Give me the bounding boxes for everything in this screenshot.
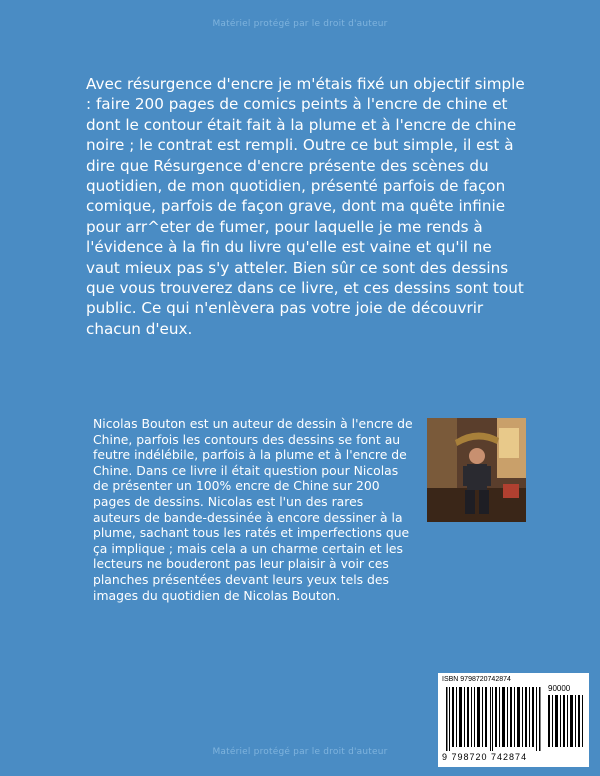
copyright-notice-bottom: Matériel protégé par le droit d'auteur bbox=[212, 747, 388, 757]
barcode-bars bbox=[446, 687, 542, 751]
price-barcode-bars bbox=[548, 695, 584, 747]
isbn-label: ISBN 9798720742874 bbox=[442, 676, 511, 683]
back-cover-blurb: Avec résurgence d'encre je m'étais fixé un objectif simple : faire 200 pages de comics peints à l'encre de chine et dont le contour était fait à la plume et à l'encre de chine noire ; le contrat est rempli. Outre ce but simple, il est à dire que Résurgence d'encre présente des scènes du quotidien, de mon quotidien, présenté parfois de façon comique, parfois de façon grave, dont ma quête infinie pour arr^eter de fumer, pour laquelle je me rends à l'évidence à la fin du livre qu'elle est vaine et qu'il ne vaut mieux pas s'y atteler. Bien sûr ce sont des dessins que vous trouverez dans ce livre, et ces dessins sont tout public. Ce qui n'enlèvera pas votre joie de découvrir chacun d'eux. bbox=[86, 75, 525, 338]
author-photo bbox=[427, 418, 526, 522]
price-code: 90000 bbox=[548, 684, 571, 693]
copyright-notice-top: Matériel protégé par le droit d'auteur bbox=[212, 19, 388, 29]
barcode-digits: 9 798720 742874 bbox=[442, 752, 528, 762]
author-bio: Nicolas Bouton est un auteur de dessin à l'encre de Chine, parfois les contours des dessins se font au feutre indélébile, parfois à la plume et à l'encre de Chine. Dans ce livre il était question pour Nicolas de présenter un 100% encre de Chine sur 200 pages de dessins. Nicolas est l'un des rares auteurs de bande-dessinée à encore dessiner à la plume, sachant tous les ratés et imperfections que ça implique ; mais cela a un charme certain et les lecteurs ne bouderont pas leur plaisir à voir ces planches présentées devant leurs yeux tels des images du quotidien de Nicolas Bouton. bbox=[93, 416, 413, 603]
